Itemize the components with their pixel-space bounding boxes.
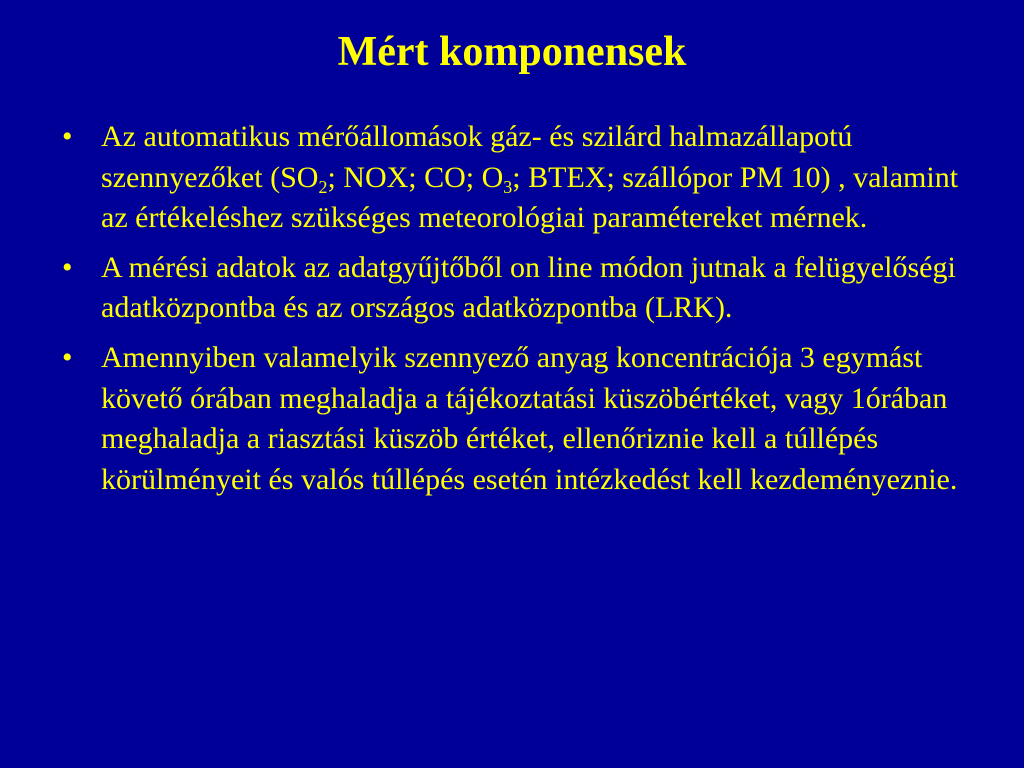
bullet-item [62, 338, 962, 500]
subscript: 3 [503, 176, 513, 197]
bullet-item [62, 117, 962, 239]
bullet-text-part: ; BTEX; szállópor PM 10) , valamint az értékeléshez szükséges meteorológiai paramétereket mérnek. [101, 160, 959, 235]
bullet-text-part: Az automatikus mérőállomások gáz- és szilárd halmazállapotú szennyezőket (SO [101, 120, 853, 194]
subscript: 2 [318, 176, 328, 197]
bullet-marker: • [62, 340, 73, 374]
bullet-list [62, 117, 962, 509]
bullet-text-part: ; NOX; CO; O [327, 160, 504, 194]
slide-title: Mért komponensek [337, 29, 687, 75]
bullet-text [101, 120, 958, 234]
bullet-text: A mérési adatok az adatgyűjtőből on line módon jutnak a felügyelőségi adatközpontba és az országos adatközpontba (LRK). [101, 250, 956, 325]
bullet-text: Amennyiben valamelyik szennyező anyag koncentrációja 3 egymást követő órában meghaladja a tájékoztatási küszöbértéket, vagy 1órában meghaladja a riasztási küszöb értéket, ellenőriznie kell a túllépés körülményeit és valós túllépés esetén intézkedést kell kezdeményeznie. [101, 340, 958, 496]
bullet-marker: • [62, 120, 73, 153]
bullet-marker: • [62, 250, 73, 284]
bullet-item [62, 248, 962, 329]
